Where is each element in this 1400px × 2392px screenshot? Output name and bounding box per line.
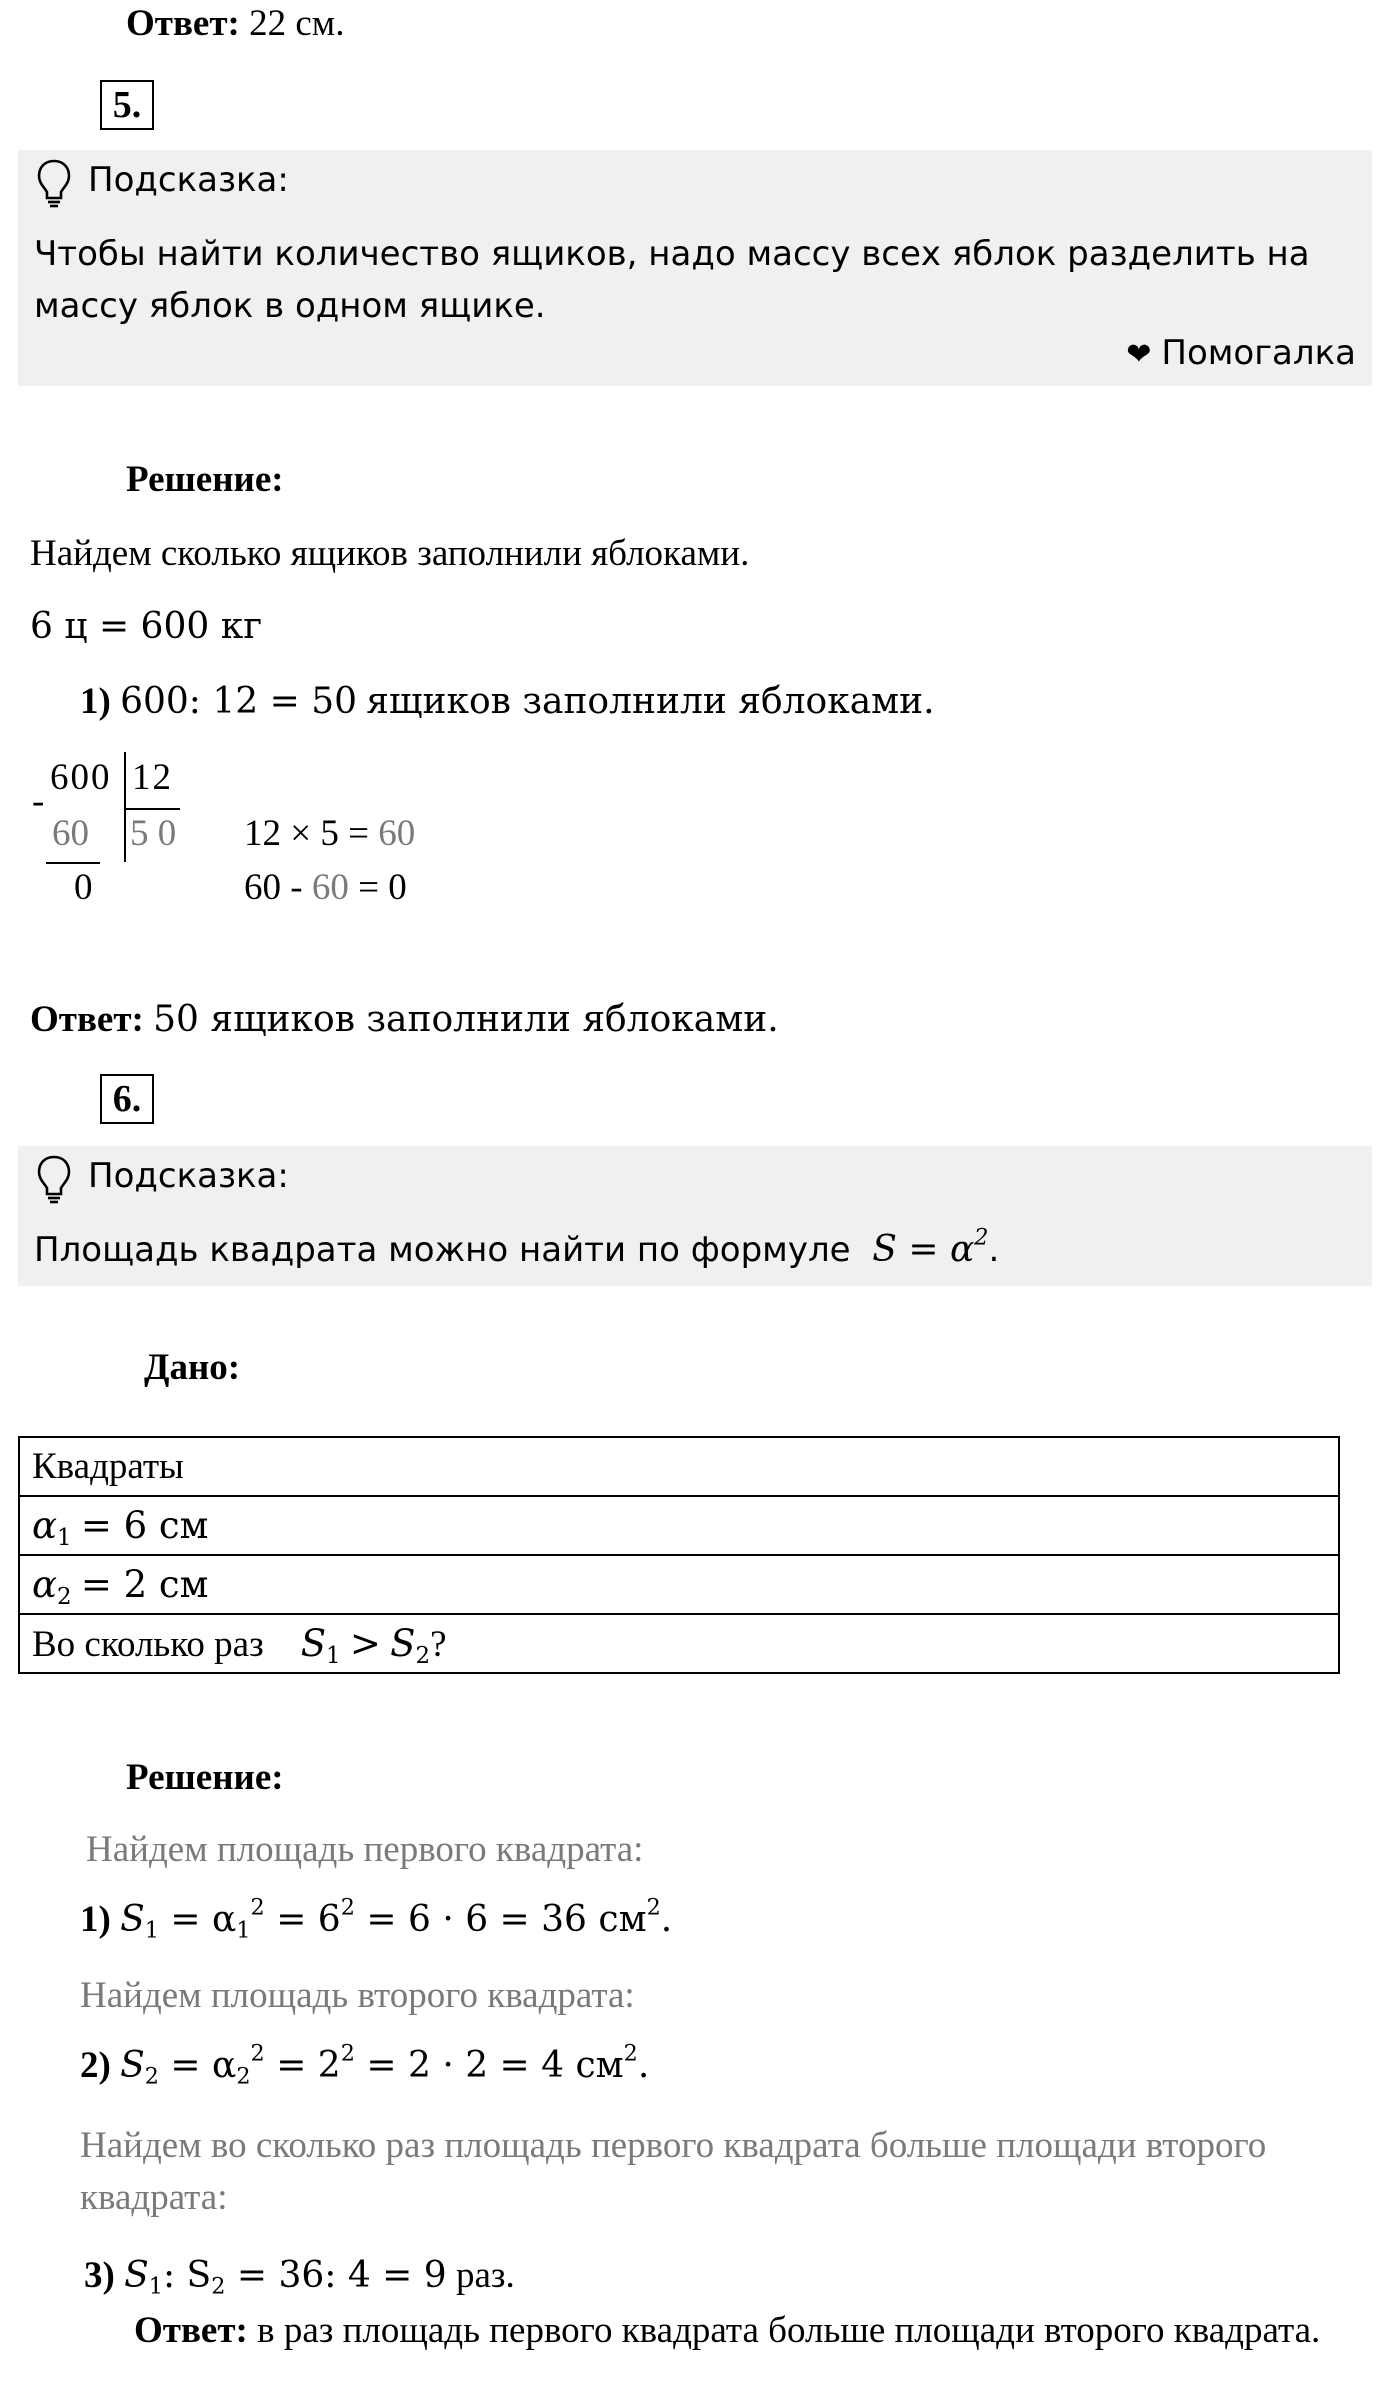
division-vertical-line [124, 752, 126, 862]
step-2: 2) $S_2 = \alpha_2^2 = 2^2 = 2 \cdot 2 = 4$ $см^2$. [80, 2040, 650, 2090]
table-cell: $\alpha_1 = 6$ см [19, 1496, 1339, 1555]
task-number: 6. [100, 1074, 154, 1124]
credit [1126, 333, 1356, 373]
hint-title: Подсказка: [88, 1156, 289, 1196]
area-formula: $S = \alpha^2$ [872, 1224, 989, 1270]
answer-label: Ответ: [134, 2310, 248, 2351]
hint-title: Подсказка: [88, 160, 289, 200]
division-dividend: 600 [50, 757, 112, 798]
step-3: 3) $S_1$: $S_2 = 36$: 4 = 9 раз. [84, 2255, 515, 2300]
table-row [19, 1555, 1339, 1614]
division-subtrahend: 60 [52, 813, 89, 854]
answer-label: Ответ: [30, 999, 144, 1040]
division-quotient: 5 0 [130, 813, 177, 854]
division-divisor: 12 [132, 757, 173, 798]
table-row [19, 1437, 1339, 1496]
credit-label: Помогалка [1161, 333, 1356, 373]
table-cell: Квадраты [19, 1437, 1339, 1496]
heart-icon: ❤ [1126, 337, 1152, 372]
answer-text: 22 см. [249, 3, 345, 44]
lightbulb-icon [36, 1154, 72, 1204]
answer-label: Ответ: [126, 3, 240, 44]
division-divisor-line [124, 808, 180, 810]
hint-text: Чтобы найти количество ящиков, надо массу всех яблок разделить на массу яблок в одном ящике. [34, 234, 1310, 326]
table-row [19, 1496, 1339, 1555]
solution-comment: Найдем площадь второго квадрата: [80, 1975, 635, 2016]
task-number: 5. [100, 80, 154, 130]
division-remainder: 0 [74, 867, 93, 908]
answer [30, 998, 779, 1041]
table-cell: Во сколько раз $S_1 > S_2$? [19, 1614, 1339, 1673]
solution-label: Решение: [126, 459, 284, 500]
given-label: Дано: [144, 1347, 241, 1388]
previous-answer [126, 2, 344, 45]
table-row [19, 1614, 1339, 1673]
hint-text: Площадь квадрата можно найти по формуле $S = \alpha^2$. [34, 1224, 1000, 1270]
given-table [18, 1436, 1340, 1674]
division-subtract-line [46, 862, 100, 864]
unit-conversion: 6 ц = 600 кг [30, 606, 263, 647]
division-check-2: 60 - 60 = 0 [244, 867, 407, 908]
lightbulb-icon [36, 158, 72, 208]
answer-text: в раз площадь первого квадрата больше площади второго квадрата. [257, 2310, 1321, 2351]
hint-box [18, 150, 1372, 386]
answer [86, 2306, 1346, 2356]
division-minus: - [32, 781, 45, 822]
step-1: 1) 600: 12 = 50 ящиков заполнили яблоками. [80, 681, 935, 722]
solution-text: Найдем сколько ящиков заполнили яблоками. [30, 533, 750, 574]
solution-label: Решение: [126, 1757, 284, 1798]
table-cell: $\alpha_2 = 2$ см [19, 1555, 1339, 1614]
hint-box [18, 1146, 1372, 1286]
step-1: 1) $S_1 = \alpha_1^2 = 6^2 = 6 \cdot 6 = 36$ $см^2$. [80, 1894, 673, 1944]
solution-comment: Найдем во сколько раз площадь первого квадрата больше площади второго квадрата: [80, 2125, 1267, 2218]
division-check-1: 12 × 5 = 60 [244, 813, 416, 854]
answer-text: 50 ящиков заполнили яблоками. [153, 999, 779, 1040]
solution-comment: Найдем площадь первого квадрата: [86, 1829, 644, 1870]
